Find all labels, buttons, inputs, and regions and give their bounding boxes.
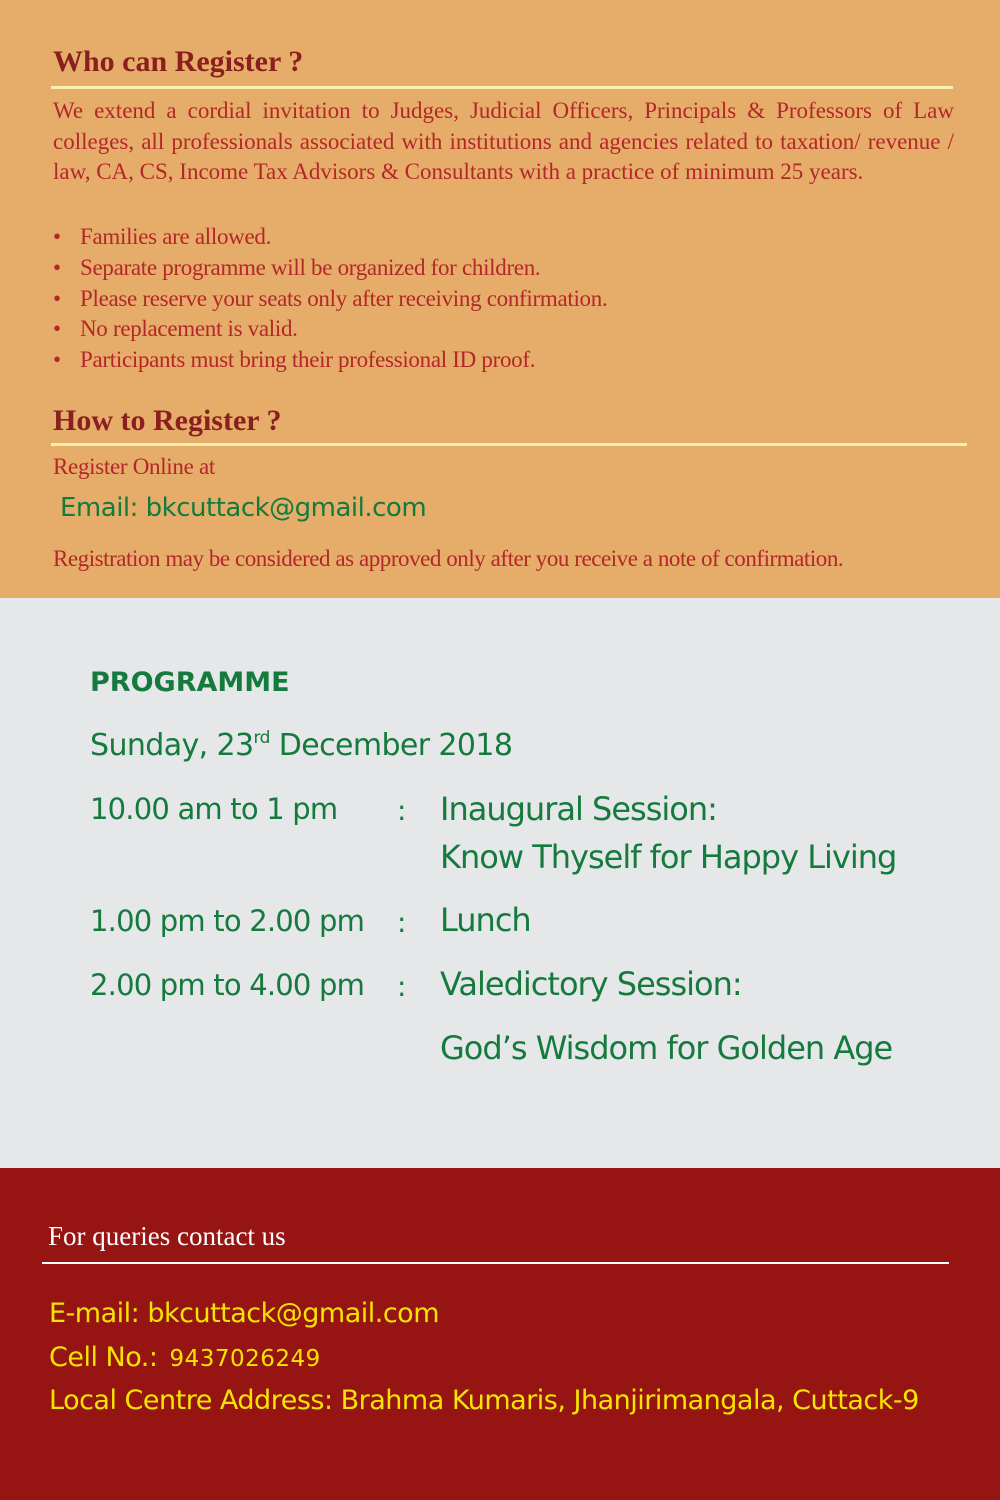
list-item: • No replacement is valid. [53,314,953,345]
contact-cell [49,1342,321,1373]
list-item: • Participants must bring their professional ID proof. [53,345,953,376]
how-to-register-heading: How to Register ? [53,404,282,437]
heading-underline [51,86,953,89]
date-prefix: Sunday, 23 [90,728,254,763]
schedule-event: Lunch [440,901,531,939]
invitation-paragraph: We extend a cordial invitation to Judges, Judicial Officers, Principals & Professors of Law colleges, all professionals associated with institutions and agencies related to taxation/ revenue / law, CA, CS, Income Tax Advisors & Consultants with a practice of minimum 25 years. [53,98,954,184]
registration-note: Registration may be considered as approved only after you receive a note of confirmation. [53,546,844,571]
register-online-label: Register Online at [53,454,215,479]
conditions-list [53,222,953,376]
contact-title: For queries contact us [48,1221,286,1251]
schedule-event: Inaugural Session: [440,790,717,828]
schedule-event: Valedictory Session: [440,965,742,1003]
list-item: • Separate programme will be organized for children. [53,253,953,284]
date-rest: December 2018 [269,728,513,763]
contact-address: Local Centre Address: Brahma Kumaris, Jhanjirimangala, Cuttack-9 [49,1385,919,1416]
registration-email[interactable]: Email: bkcuttack@gmail.com [60,493,427,523]
schedule-colon: : [397,970,407,1003]
list-item: • Families are allowed. [53,222,953,253]
contact-divider [42,1262,949,1264]
schedule-colon: : [397,906,407,939]
date-ordinal-suffix: rd [253,728,270,748]
heading-underline [51,443,967,446]
schedule-time: 10.00 am to 1 pm [90,792,338,826]
schedule-event-subtitle: God’s Wisdom for Golden Age [440,1029,893,1067]
programme-title: PROGRAMME [90,667,290,698]
who-can-register-heading: Who can Register ? [53,45,304,78]
contact-section [0,1168,1000,1500]
schedule-time: 2.00 pm to 4.00 pm [90,968,365,1002]
schedule-colon: : [397,794,407,827]
schedule-event-subtitle: Know Thyself for Happy Living [440,838,897,876]
cell-number[interactable]: 9437026249 [169,1346,321,1372]
schedule-time: 1.00 pm to 2.00 pm [90,904,365,938]
cell-label: Cell No.: [49,1342,158,1373]
registration-section [0,0,1000,598]
programme-date [90,728,512,763]
list-item: • Please reserve your seats only after receiving confirmation. [53,284,953,315]
contact-email[interactable]: E-mail: bkcuttack@gmail.com [49,1298,439,1329]
